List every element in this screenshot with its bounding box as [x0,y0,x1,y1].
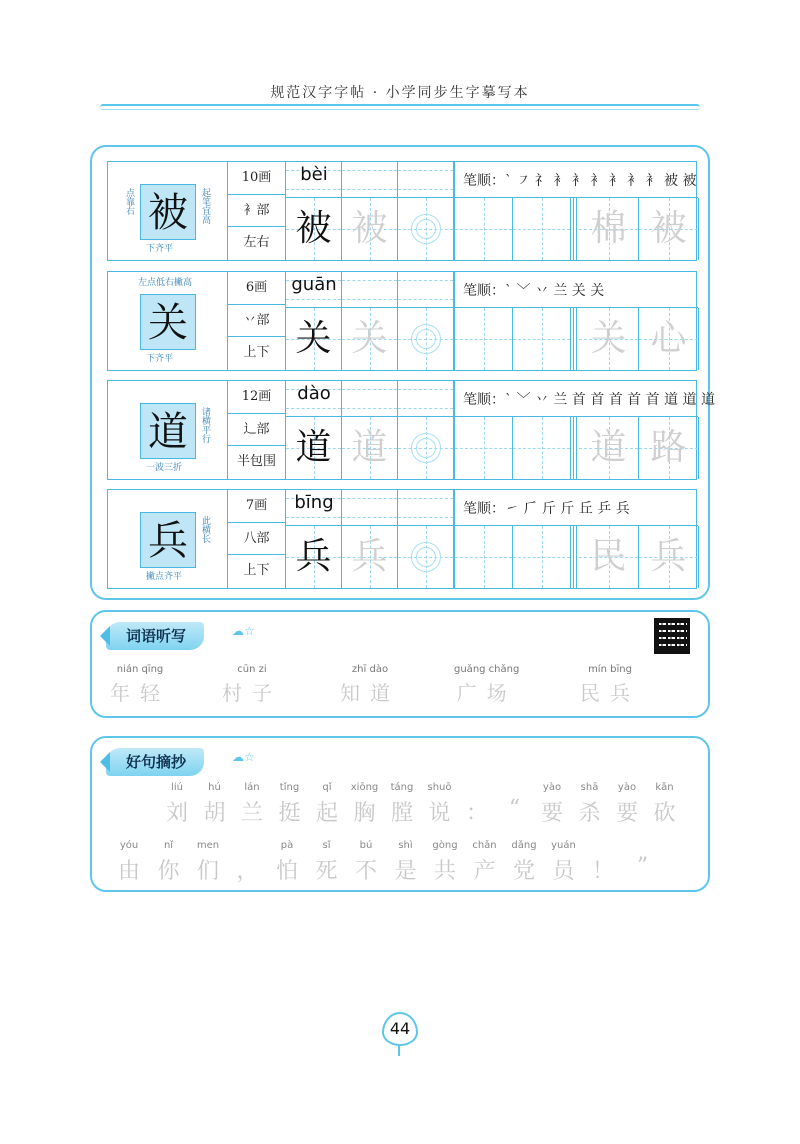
sentence-pinyin: qǐ [322,782,332,793]
sentence-pinyin: chǎn [472,840,497,851]
qr-code-icon[interactable] [654,618,690,654]
sentence-character: 死 [315,859,338,884]
sentence-pinyin: sǐ [322,840,331,851]
stroke-order-label: 笔顺： [463,501,505,517]
pinyin-cell[interactable] [398,162,454,198]
sentence-character: 砍 [653,801,676,826]
character-info [228,272,286,370]
pinyin-cell[interactable] [398,381,454,417]
model-character-box [140,512,196,568]
word-trace-character: 被 [650,208,687,249]
stroke-count: 10画 [228,162,285,195]
practice-cell[interactable] [513,308,571,370]
guide-line-v [484,308,485,370]
character-block [107,380,715,480]
stroke-order-row [454,490,698,526]
word-trace-character: 民 [590,536,627,577]
sentence-pinyin: yào [542,782,562,793]
grid-separator [573,308,577,370]
structure: 左右 [243,235,270,251]
word-trace-character: 兵 [650,536,687,577]
sentence-character: 胸 [353,801,376,826]
tracing-cell[interactable] [286,417,342,479]
structure: 上下 [243,563,270,579]
sentence-character: ！ [591,859,614,884]
writing-tip-bottom: 下齐平 [146,244,174,254]
sentence-character: 挺 [278,801,301,826]
radical: 衤部 [228,195,285,228]
sentence-character: “ [508,796,521,821]
sentence-pinyin: táng [390,782,414,793]
sentence-pinyin: shā [580,782,599,793]
practice-cell[interactable] [455,526,513,588]
guide-line-v [542,417,543,479]
character-practice-panel [90,145,715,600]
tracing-cell[interactable] [342,198,398,260]
sentence-character: 产 [473,859,496,884]
sentence-pinyin: gòng [432,840,458,851]
tracing-cell[interactable] [398,308,454,370]
practice-grid [454,198,698,260]
sentence-character: 共 [433,859,456,884]
word-cell[interactable] [579,308,639,370]
pinyin: bèi [300,164,328,185]
pinyin-row [286,381,454,417]
stroke-order-row [454,381,715,417]
tracing-cell[interactable] [286,526,342,588]
word-hanzi: 年轻 [110,681,170,705]
tracing-cell[interactable] [398,417,454,479]
pinyin: dào [297,383,331,404]
stroke-count: 7画 [228,490,285,523]
pinyin: guān [291,274,337,295]
writing-tip-bottom: 一波三折 [146,463,183,473]
tracing-cell[interactable] [342,308,398,370]
sentence-character: 是 [394,859,417,884]
sentence-character: 党 [512,859,535,884]
practice-cell[interactable] [513,417,571,479]
stroke-order-label: 笔顺： [463,392,505,408]
word-trace-character: 路 [650,427,687,468]
model-character: 关 [148,300,188,346]
pinyin-cell [286,381,342,417]
dictation-word[interactable] [222,664,282,706]
header-rule [100,104,700,110]
dictation-word[interactable] [454,664,519,706]
sentence-character: 杀 [578,801,601,826]
dictation-title: 词语听写 [106,622,204,650]
tracing-row [286,526,454,588]
model-character-box [140,294,196,350]
tracing-row [286,198,454,260]
sentence-character: 说 [428,801,451,826]
structure: 半包围 [236,454,276,470]
pinyin-row [286,272,454,308]
model-character-box [140,184,196,240]
sample-character: 道 [295,427,332,468]
writing-tip-top: 左点低右撇高 [138,278,193,288]
word-trace-character: 关 [590,318,627,359]
sentence-character: ： [465,801,488,826]
tracing-cell[interactable] [286,198,342,260]
pinyin-cell[interactable] [398,490,454,526]
word-hanzi: 村子 [222,681,282,705]
word-cell[interactable] [639,308,699,370]
pinyin-cell [286,272,342,308]
pinyin-guide-lines [342,389,397,409]
sentence-pinyin: shuō [427,782,452,793]
dictation-word[interactable] [580,664,640,706]
sentence-pinyin: men [196,840,220,851]
model-character-area [108,272,228,370]
writing-tip-left: 点靠右 [124,188,134,215]
sentence-title: 好句摘抄 [106,748,204,776]
practice-cell[interactable] [455,417,513,479]
word-pinyin: guǎng chǎng [454,664,520,675]
word-trace-character: 道 [590,427,627,468]
sentence-pinyin: tǐng [279,782,300,793]
pinyin-cell[interactable] [342,272,398,308]
dictation-panel [90,610,710,718]
sentence-pinyin: shì [398,840,413,851]
sentence-pinyin: kǎn [655,782,674,793]
word-pinyin: nián qīng [116,664,164,675]
word-cell[interactable] [639,198,699,260]
star-decoration-icon: ☁☆ [232,624,255,638]
radical: 八部 [228,523,285,556]
sentence-pinyin: bú [359,840,373,851]
word-pinyin: mín bīng [588,664,632,675]
circle-guide-icon [416,329,436,349]
tracing-cell[interactable] [398,526,454,588]
grid-separator [573,417,577,479]
sentence-pinyin: yuán [551,840,576,851]
tracing-cell[interactable] [342,417,398,479]
stroke-order-row [454,162,698,198]
sentence-panel [90,736,710,892]
pinyin-guide-lines [398,498,453,518]
pinyin-cell [286,162,342,198]
writing-tip-bottom: 下齐平 [146,354,174,364]
writing-tip-right: 起笔宜高 [200,188,210,224]
structure: 上下 [243,345,270,361]
circle-guide-icon [416,547,436,567]
word-cell[interactable] [639,526,699,588]
sentence-character: 由 [117,859,140,884]
word-trace-character: 心 [650,318,687,359]
pinyin-cell[interactable] [342,490,398,526]
sentence-character: 起 [315,801,338,826]
practice-cell[interactable] [513,198,571,260]
sentence-character: 不 [354,859,377,884]
practice-grid [454,417,698,479]
stroke-order-row [454,272,698,308]
word-trace-character: 棉 [590,208,627,249]
stroke-count: 12画 [228,381,285,414]
pinyin-guide-lines [398,170,453,190]
sentence-pinyin: xiōng [350,782,379,793]
guide-line-v [542,308,543,370]
character-info [228,162,286,260]
model-character: 被 [148,190,188,236]
tracing-row [286,308,454,370]
stroke-order-sequence: ` ﹀ 丷 兰 首 首 首 首 首 道 道 道 [505,392,715,408]
sentence-pinyin: yóu [119,840,139,851]
pinyin-guide-lines [398,280,453,300]
character-info [228,381,286,479]
character-block [107,161,697,261]
guide-line-v [484,526,485,588]
practice-cell[interactable] [455,198,513,260]
stroke-order [463,170,697,190]
dictation-word[interactable] [110,664,170,706]
tracing-cell[interactable] [286,308,342,370]
guide-line-v [484,417,485,479]
guide-line-v [542,198,543,260]
sentence-pinyin: dǎng [511,840,537,851]
pinyin-cell [286,490,342,526]
sentence-pinyin: nǐ [163,840,174,851]
sentence-character: 怕 [275,859,298,884]
dictation-word[interactable] [340,664,400,706]
practice-cell[interactable] [455,308,513,370]
sentence-pinyin: hú [208,782,221,793]
stroke-order-label: 笔顺： [463,173,505,189]
pinyin-guide-lines [398,389,453,409]
trace-character: 道 [351,427,388,468]
sentence-pinyin: pà [280,840,294,851]
writing-tip-right: 诸横平行 [200,407,210,443]
writing-tip-right: 此横长 [200,516,210,543]
word-cell[interactable] [579,526,639,588]
sentence-pinyin: liú [171,782,183,793]
sample-character: 关 [295,318,332,359]
trace-character: 被 [351,208,388,249]
pinyin-guide-lines [342,170,397,190]
character-info [228,490,286,588]
page-number-stem [398,1044,402,1056]
trace-character: 关 [351,318,388,359]
star-decoration-icon: ☁☆ [232,750,255,764]
character-block [107,271,697,371]
sentence-character: 员 [552,859,575,884]
practice-grid [454,526,698,588]
guide-line-v [542,526,543,588]
sample-character: 被 [295,208,332,249]
model-character-area [108,162,228,260]
sentence-character: 刘 [165,801,188,826]
grid-separator [573,198,577,260]
word-hanzi: 民兵 [580,681,640,705]
sentence-character: 们 [196,859,219,884]
stroke-order-sequence: ` ﹀ 丷 兰 关 关 [505,283,605,299]
pinyin-cell[interactable] [398,272,454,308]
sentence-character: ” [636,854,649,879]
model-character: 兵 [148,518,188,564]
page-number: 44 [382,1012,418,1046]
sentence-character: 要 [615,801,638,826]
sentence-character: 兰 [240,801,263,826]
writing-tip-bottom: 撇点齐平 [146,572,183,582]
stroke-order [463,280,604,300]
tracing-row [286,417,454,479]
character-block [107,489,697,589]
pinyin-guide-lines [342,280,397,300]
circle-guide-icon [416,438,436,458]
circle-guide-icon [416,219,436,239]
sentence-pinyin: lán [244,782,260,793]
word-cell[interactable] [579,198,639,260]
sentence-character: 要 [540,801,563,826]
pinyin-cell[interactable] [342,381,398,417]
word-hanzi: 知道 [340,681,400,705]
sentence-character: 胡 [203,801,226,826]
sentence-character: 你 [157,859,180,884]
stroke-order-sequence: ` ㇇ 礻 衤 衤 衤 衤 衤 衤 被 被 [505,173,697,189]
practice-cell[interactable] [513,526,571,588]
stroke-order [463,389,715,409]
stroke-order [463,498,630,518]
radical: 辶部 [228,414,285,447]
model-character-area [108,381,228,479]
grid-separator [573,526,577,588]
word-hanzi: 广场 [456,681,517,705]
stroke-order-sequence: ㇀ 𠂆 斤 斤 丘 乒 兵 [505,501,630,517]
sentence-pinyin: yào [617,782,637,793]
word-cell[interactable] [639,417,699,479]
sample-character: 兵 [295,536,332,577]
pinyin-guide-lines [342,498,397,518]
trace-character: 兵 [351,536,388,577]
radical: 丷部 [228,305,285,338]
stroke-order-label: 笔顺： [463,283,505,299]
word-pinyin: cūn zi [237,664,267,675]
pinyin-row [286,162,454,198]
sentence-character: ， [236,859,259,884]
model-character-area [108,490,228,588]
pinyin-row [286,490,454,526]
sentence-character: 膛 [390,801,413,826]
pinyin-cell[interactable] [342,162,398,198]
page-header-title: 规范汉字字帖 · 小学同步生字摹写本 [270,85,530,101]
pinyin: bīng [294,492,334,513]
tracing-cell[interactable] [342,526,398,588]
tracing-cell[interactable] [398,198,454,260]
model-character: 道 [148,409,188,455]
stroke-count: 6画 [228,272,285,305]
practice-grid [454,308,698,370]
guide-line-v [484,198,485,260]
word-cell[interactable] [579,417,639,479]
model-character-box [140,403,196,459]
word-pinyin: zhī dào [351,664,389,675]
